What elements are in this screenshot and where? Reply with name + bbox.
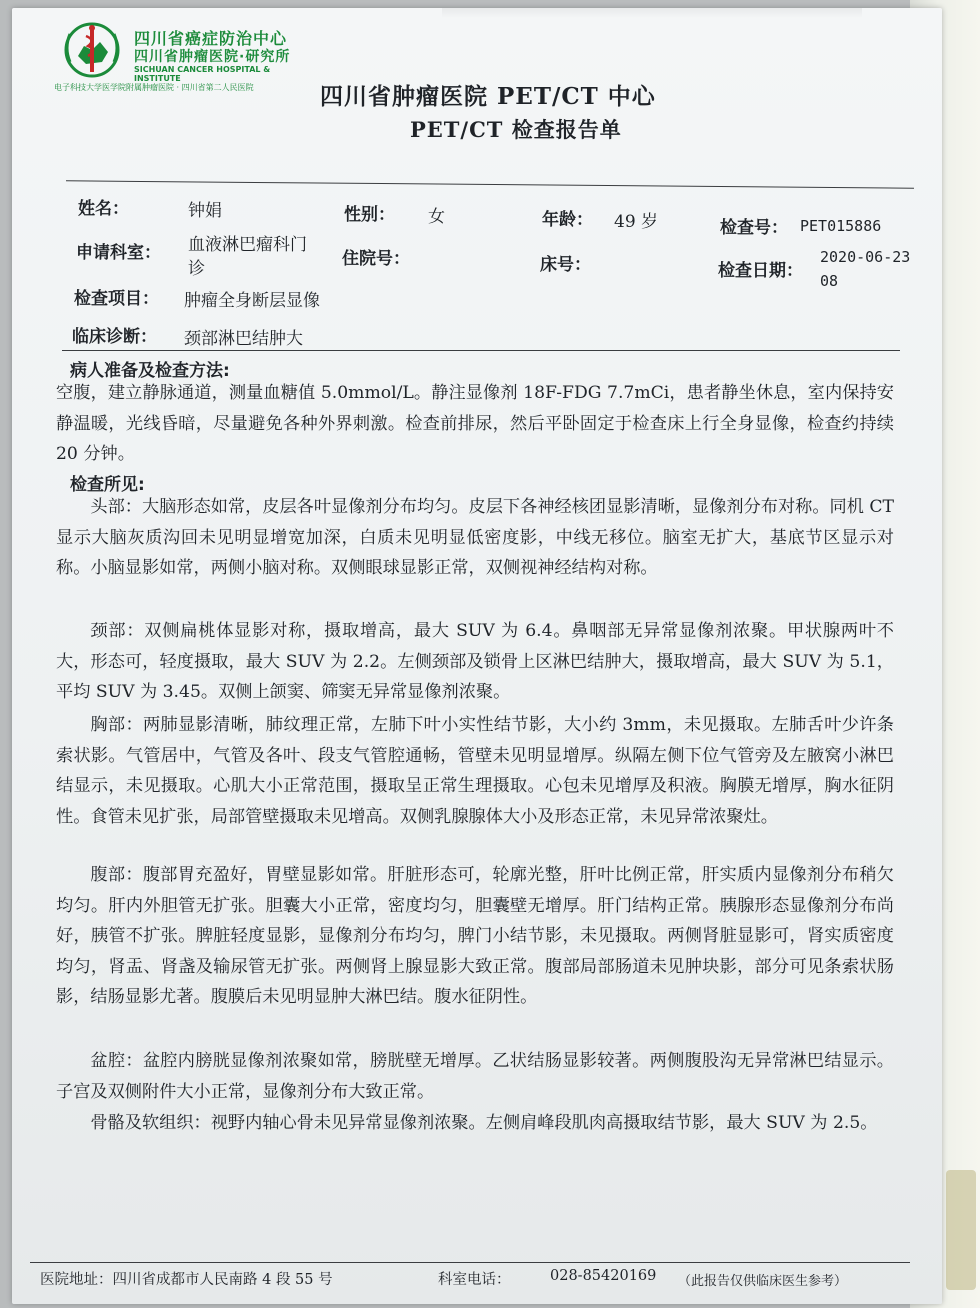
- paper-fold-shadow: [442, 8, 862, 18]
- dept-line-1: 血液淋巴瘤科门: [188, 235, 307, 255]
- logo-name-1: 四川省癌症防治中心: [134, 29, 288, 48]
- findings-heading: 检查所见:: [70, 475, 145, 495]
- findings-chest: 胸部：两肺显影清晰，肺纹理正常，左肺下叶小实性结节影，大小约 3mm，未见摄取。左肺舌叶少许条索状影。气管居中，气管及各叶、段支气管腔通畅，管壁未见明显增厚。纵隔左侧下位气管旁及左腋窝小淋巴结显示，未见摄取。心肌大小正常范围，摄取呈正常生理摄取。心包未见增厚及积液。胸膜无增厚，胸水征阴性。食管未见扩张，局部管壁摄取未见增高。双侧乳腺腺体大小及形态正常，未见异常浓聚灶。: [56, 715, 894, 827]
- hospital-emblem-icon: [56, 22, 130, 82]
- patient-age: 49 岁: [614, 212, 659, 232]
- logo-name-2: 四川省肿瘤医院·研究所: [134, 49, 291, 65]
- footer-line: [30, 1262, 910, 1263]
- patient-name: 钟娟: [188, 201, 222, 221]
- dept-label: 申请科室：: [76, 243, 161, 263]
- sex-label: 性别：: [344, 205, 395, 225]
- age-label: 年龄：: [542, 210, 593, 230]
- name-label: 姓名：: [78, 199, 129, 219]
- hospital-logo: [56, 22, 306, 94]
- exam-item: 肿瘤全身断层显像: [184, 291, 320, 311]
- background-object: [946, 1170, 976, 1290]
- method-text: 空腹，建立静脉通道，测量血糖值 5.0mmol/L。静注显像剂 18F-FDG 7.7mCi，患者静坐休息，室内保持安静温暖，光线昏暗，尽量避免各种外界刺激。检查前排尿，然后平卧固定于检查床上行全身显像，检查约持续 20 分钟。: [56, 383, 894, 464]
- report-subtitle: PET/CT 检查报告单: [410, 117, 622, 142]
- findings-neck: 颈部：双侧扁桃体显影对称，摄取增高，最大 SUV 为 6.4。鼻咽部无异常显像剂浓聚。甲状腺两叶不大，形态可，轻度摄取，最大 SUV 为 2.2。左侧颈部及锁骨上区淋巴结肿大，摄取增高，最大 SUV 为 5.1，平均 SUV 为 3.45。双侧上颌窦、筛窦无异常显像剂浓聚。: [56, 621, 894, 702]
- exam-item-label: 检查项目：: [74, 289, 159, 309]
- table-bottom-line: [62, 350, 900, 351]
- logo-affiliation: 电子科技大学医学院附属肿瘤医院 · 四川省第二人民医院: [54, 83, 254, 92]
- findings-head: 头部：大脑形态如常，皮层各叶显像剂分布均匀。皮层下各神经核团显影清晰，显像剂分布对称。同机 CT 显示大脑灰质沟回未见明显增宽加深，白质未见明显低密度影，中线无移位。脑室无扩大，基底节区显示对称。小脑显影如常，两侧小脑对称。双侧眼球显影正常，双侧视神经结构对称。: [56, 497, 894, 578]
- patient-sex: 女: [428, 207, 445, 227]
- method-heading: 病人准备及检查方法:: [70, 361, 230, 381]
- findings-pelvis: 盆腔：盆腔内膀胱显像剂浓聚如常，膀胱壁无增厚。乙状结肠显影较著。两侧腹股沟无异常淋巴结显示。子宫及双侧附件大小正常，显像剂分布大致正常。: [56, 1051, 894, 1102]
- report-title: 四川省肿瘤医院 PET/CT 中心: [320, 83, 656, 110]
- findings-abdomen: 腹部：腹部胃充盈好，胃壁显影如常。肝脏形态可，轮廓光整，肝叶比例正常，肝实质内显像剂分布稍欠均匀。肝内外胆管无扩张。胆囊大小正常，密度均匀，胆囊壁无增厚。肝门结构正常。胰腺形态显像剂分布尚好，胰管不扩张。脾脏轻度显影，显像剂分布均匀，脾门小结节影，未见摄取。两侧肾脏显影可，肾实质密度均匀，肾盂、肾盏及输尿管无扩张。两侧肾上腺显影大致正常。腹部局部肠道未见肿块影，部分可见条索状肠影，结肠显影尤著。腹膜后未见明显肿大淋巴结。腹水征阴性。: [56, 865, 894, 1007]
- bed-label: 床号：: [540, 255, 591, 275]
- diagnosis-label: 临床诊断：: [72, 327, 157, 347]
- exam-number: PET015886: [800, 217, 882, 235]
- exam-date-label: 检查日期：: [718, 261, 803, 281]
- phone-label: 科室电话：: [438, 1272, 511, 1288]
- exam-no-label: 检查号：: [720, 218, 788, 238]
- hospital-address: 医院地址：四川省成都市人民南路 4 段 55 号: [40, 1272, 333, 1288]
- department-phone: 028-85420169: [550, 1268, 657, 1284]
- report-disclaimer: （此报告仅供临床医生参考）: [678, 1274, 848, 1289]
- logo-name-en: SICHUAN CANCER HOSPITAL & INSTITUTE: [134, 65, 271, 83]
- exam-date-line-1: 2020-06-23: [820, 248, 911, 266]
- exam-date-line-2: 08: [820, 272, 839, 290]
- dept-line-2: 诊: [188, 259, 205, 279]
- findings-bone: 骨骼及软组织：视野内轴心骨未见异常显像剂浓聚。左侧肩峰段肌肉高摄取结节影，最大 SUV 为 2.5。: [90, 1113, 878, 1133]
- clinical-diagnosis: 颈部淋巴结肿大: [184, 329, 303, 349]
- inpatient-label: 住院号：: [342, 249, 410, 269]
